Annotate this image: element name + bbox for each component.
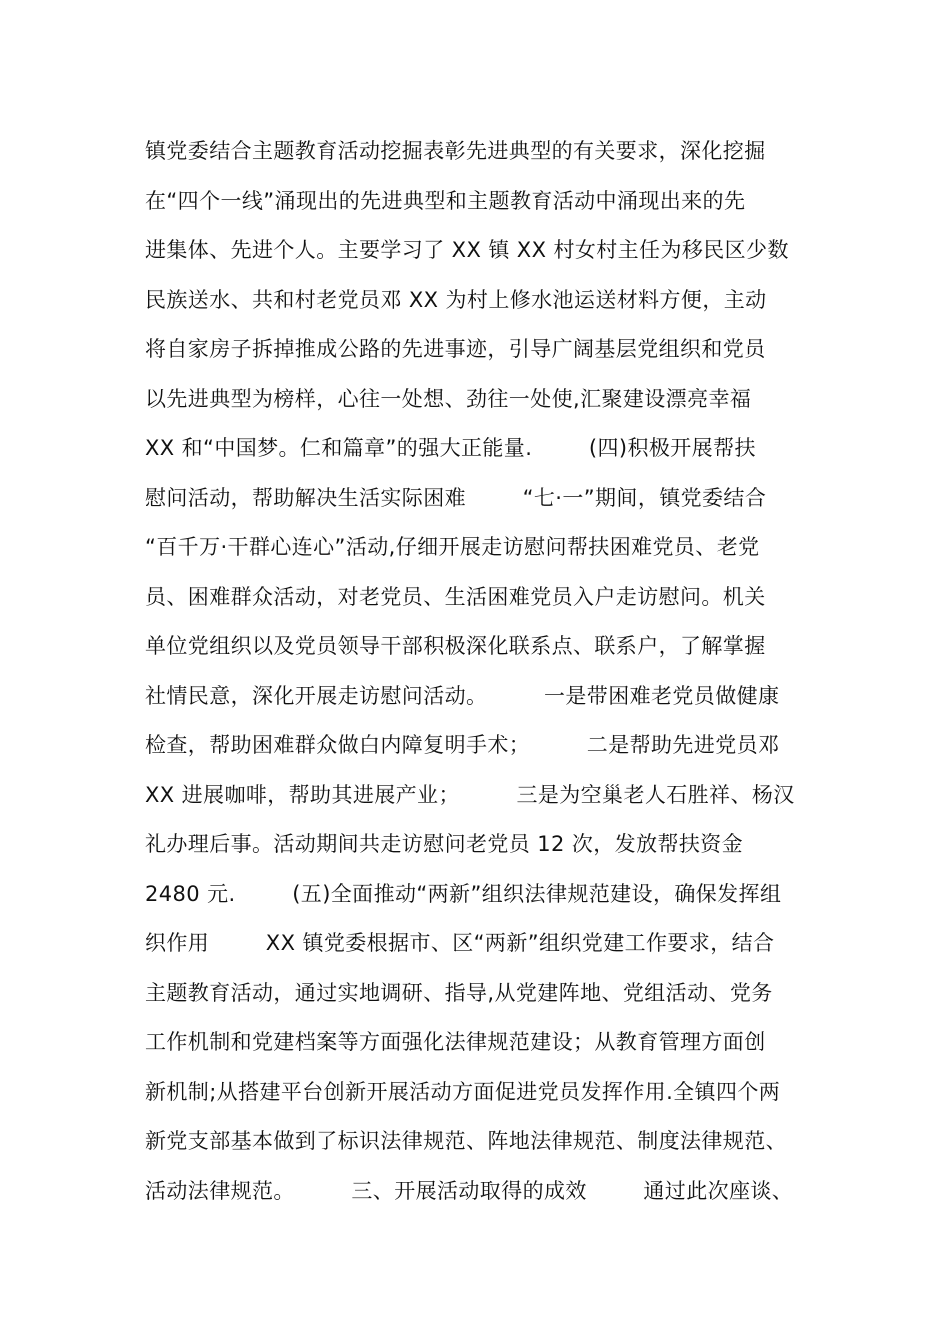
text-line: 主题教育活动，通过实地调研、指导,从党建阵地、党组活动、党务 (145, 980, 773, 1005)
text-line: 新党支部基本做到了标识法律规范、阵地法律规范、制度法律规范、 (145, 1129, 787, 1153)
text-line: 镇党委结合主题教育活动挖掘表彰先进典型的有关要求，深化挖掘 (145, 139, 766, 163)
text-line: XX 进展咖啡，帮助其进展产业； 三是为空巢老人石胜祥、杨汉 (145, 782, 795, 807)
text-line: 活动法律规范。 三、开展活动取得的成效 通过此次座谈、 (145, 1178, 794, 1203)
text-line: 新机制;从搭建平台创新开展活动方面促进党员发挥作用.全镇四个两 (145, 1079, 781, 1104)
text-line: 员、困难群众活动，对老党员、生活困难党员入户走访慰问。机关 (145, 584, 766, 609)
text-line: 检查，帮助困难群众做白内障复明手术； 二是帮助先进党员邓 (145, 733, 780, 757)
text-line: 织作用 XX 镇党委根据市、区“两新”组织党建工作要求，结合 (145, 931, 775, 955)
text-line: “百千万·干群心连心”活动,仔细开展走访慰问帮扶困难党员、老党 (145, 535, 760, 559)
text-line: 在“四个一线”涌现出的先进典型和主题教育活动中涌现出来的先 (145, 188, 746, 213)
text-line: 社情民意，深化开展走访慰问活动。 一是带困难老党员做健康 (145, 683, 780, 708)
text-line: 礼办理后事。活动期间共走访慰问老党员 12 次，发放帮扶资金 (145, 832, 744, 856)
text-line: 2480 元. (五)全面推动“两新”组织法律规范建设，确保发挥组 (145, 881, 782, 906)
text-line: 将自家房子拆掉推成公路的先进事迹，引导广阔基层党组织和党员 (145, 337, 766, 361)
text-line: 慰问活动，帮助解决生活实际困难 “七·一”期间，镇党委结合 (145, 485, 767, 510)
text-line: 民族送水、共和村老党员邓 XX 为村上修水池运送材料方便，主动 (145, 287, 767, 312)
text-line: 单位党组织以及党员领导干部积极深化联系点、联系户，了解掌握 (145, 634, 766, 658)
text-line: XX 和“中国梦。仁和篇章”的强大正能量. (四)积极开展帮扶 (145, 436, 756, 460)
text-line: 以先进典型为榜样，心往一处想、劲往一处使,汇聚建设漂亮幸福 (145, 386, 752, 411)
text-line: 工作机制和党建档案等方面强化法律规范建设；从教育管理方面创 (145, 1030, 766, 1054)
body-text (145, 127, 835, 1216)
text-line: 进集体、先进个人。主要学习了 XX 镇 XX 村女村主任为移民区少数 (145, 238, 789, 262)
